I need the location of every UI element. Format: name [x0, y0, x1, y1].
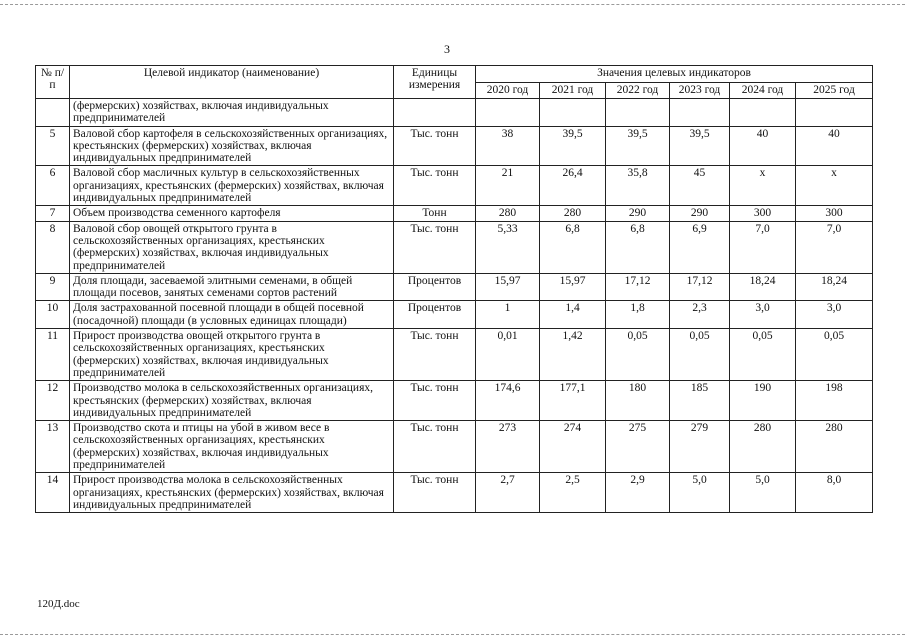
- row-number: 14: [36, 473, 70, 513]
- indicator-value: 7,0: [730, 221, 796, 273]
- indicator-name: Прирост производства молока в сельскохозяйственных организациях, крестьянских (фермерских) хозяйствах, включая индивидуальных предпринимателей: [70, 473, 394, 513]
- indicator-value: 190: [730, 381, 796, 421]
- indicator-value: 45: [670, 166, 730, 206]
- header-indicator-name: Целевой индикатор (наименование): [70, 66, 394, 99]
- indicator-value: 290: [670, 206, 730, 221]
- indicator-value: 39,5: [540, 126, 606, 166]
- indicator-name: Прирост производства овощей открытого грунта в сельскохозяйственных организациях, крестьянских (фермерских) хозяйствах, включая индивидуальных предпринимателей: [70, 329, 394, 381]
- indicator-value: 185: [670, 381, 730, 421]
- indicator-unit: Тыс. тонн: [394, 221, 476, 273]
- indicator-value: [796, 99, 873, 127]
- footer-filename: 120Д.doc: [37, 598, 80, 610]
- indicator-value: 177,1: [540, 381, 606, 421]
- header-year: 2025 год: [796, 82, 873, 99]
- indicator-value: 5,33: [476, 221, 540, 273]
- indicator-name: Валовой сбор масличных культур в сельскохозяйственных организациях, крестьянских (фермерских) хозяйствах, включая индивидуальных предпринимателей: [70, 166, 394, 206]
- indicator-value: 8,0: [796, 473, 873, 513]
- indicator-value: 17,12: [606, 273, 670, 301]
- indicator-value: 300: [796, 206, 873, 221]
- indicator-value: 280: [730, 421, 796, 473]
- indicator-value: 1,42: [540, 329, 606, 381]
- indicator-name: Валовой сбор картофеля в сельскохозяйственных организациях, крестьянских (фермерских) хозяйствах, включая индивидуальных предпринимателей: [70, 126, 394, 166]
- indicator-name: Производство скота и птицы на убой в живом весе в сельскохозяйственных организациях, крестьянских (фермерских) хозяйствах, включая индивидуальных предпринимателей: [70, 421, 394, 473]
- indicator-value: 280: [476, 206, 540, 221]
- indicator-value: [730, 99, 796, 127]
- indicator-value: 2,7: [476, 473, 540, 513]
- indicator-value: [670, 99, 730, 127]
- indicator-value: 2,5: [540, 473, 606, 513]
- indicator-unit: Тыс. тонн: [394, 381, 476, 421]
- indicator-value: 5,0: [670, 473, 730, 513]
- row-number: 12: [36, 381, 70, 421]
- indicator-value: 5,0: [730, 473, 796, 513]
- indicator-unit: [394, 99, 476, 127]
- indicator-value: 180: [606, 381, 670, 421]
- indicator-value: 275: [606, 421, 670, 473]
- indicator-value: 17,12: [670, 273, 730, 301]
- indicator-value: 274: [540, 421, 606, 473]
- row-number: 7: [36, 206, 70, 221]
- indicator-value: 26,4: [540, 166, 606, 206]
- header-row: [36, 66, 873, 83]
- indicator-value: 300: [730, 206, 796, 221]
- header-year: 2020 год: [476, 82, 540, 99]
- indicator-value: 280: [796, 421, 873, 473]
- row-number: 11: [36, 329, 70, 381]
- indicator-value: [540, 99, 606, 127]
- indicator-value: 0,01: [476, 329, 540, 381]
- row-number: 9: [36, 273, 70, 301]
- indicator-value: 198: [796, 381, 873, 421]
- indicator-unit: Тыс. тонн: [394, 166, 476, 206]
- indicator-unit: Процентов: [394, 273, 476, 301]
- row-number: 6: [36, 166, 70, 206]
- table-row: [36, 473, 873, 513]
- row-number: 8: [36, 221, 70, 273]
- indicator-value: х: [796, 166, 873, 206]
- indicator-value: 7,0: [796, 221, 873, 273]
- indicator-unit: Тыс. тонн: [394, 421, 476, 473]
- indicator-value: 2,3: [670, 301, 730, 329]
- indicator-name: Объем производства семенного картофеля: [70, 206, 394, 221]
- indicator-name: Доля застрахованной посевной площади в общей посевной (посадочной) площади (в условных единицах площади): [70, 301, 394, 329]
- row-number: 13: [36, 421, 70, 473]
- indicator-value: 6,8: [540, 221, 606, 273]
- indicator-value: 3,0: [730, 301, 796, 329]
- header-year: 2021 год: [540, 82, 606, 99]
- indicator-value: 3,0: [796, 301, 873, 329]
- indicator-value: 18,24: [730, 273, 796, 301]
- table-body: [36, 99, 873, 513]
- indicator-unit: Тыс. тонн: [394, 473, 476, 513]
- target-indicators-table: [35, 65, 873, 513]
- table-row: [36, 329, 873, 381]
- indicator-name: Доля площади, засеваемой элитными семенами, в общей площади посевов, занятых семенами сортов растений: [70, 273, 394, 301]
- indicator-value: 280: [540, 206, 606, 221]
- indicator-value: 15,97: [540, 273, 606, 301]
- table-row: [36, 273, 873, 301]
- table-row: [36, 166, 873, 206]
- table-row: [36, 421, 873, 473]
- row-number: [36, 99, 70, 127]
- table-row: [36, 221, 873, 273]
- table-row: [36, 99, 873, 127]
- table-row: [36, 381, 873, 421]
- scan-border-bottom: [0, 634, 905, 635]
- indicator-value: 273: [476, 421, 540, 473]
- indicator-value: 1: [476, 301, 540, 329]
- indicator-value: 6,8: [606, 221, 670, 273]
- indicator-unit: Тонн: [394, 206, 476, 221]
- indicator-unit: Тыс. тонн: [394, 126, 476, 166]
- table-row: [36, 206, 873, 221]
- indicator-value: 1,8: [606, 301, 670, 329]
- header-values-title: Значения целевых индикаторов: [476, 66, 873, 83]
- indicator-value: 1,4: [540, 301, 606, 329]
- indicator-value: 279: [670, 421, 730, 473]
- indicator-value: [476, 99, 540, 127]
- indicator-unit: Процентов: [394, 301, 476, 329]
- row-number: 5: [36, 126, 70, 166]
- row-number: 10: [36, 301, 70, 329]
- indicator-name: Производство молока в сельскохозяйственных организациях, крестьянских (фермерских) хозяйствах, включая индивидуальных предпринимателей: [70, 381, 394, 421]
- indicator-name: (фермерских) хозяйствах, включая индивидуальных предпринимателей: [70, 99, 394, 127]
- table-row: [36, 126, 873, 166]
- indicator-value: 0,05: [606, 329, 670, 381]
- indicator-value: 39,5: [606, 126, 670, 166]
- indicator-value: х: [730, 166, 796, 206]
- indicator-unit: Тыс. тонн: [394, 329, 476, 381]
- indicator-value: 6,9: [670, 221, 730, 273]
- table-row: [36, 301, 873, 329]
- header-unit: Единицы измерения: [394, 66, 476, 99]
- scan-border-top: [0, 4, 905, 5]
- indicator-value: 35,8: [606, 166, 670, 206]
- indicator-name: Валовой сбор овощей открытого грунта в сельскохозяйственных организациях, крестьянских (фермерских) хозяйствах, включая индивидуальных предпринимателей: [70, 221, 394, 273]
- page-number: 3: [444, 42, 450, 56]
- indicator-value: 290: [606, 206, 670, 221]
- indicator-value: 2,9: [606, 473, 670, 513]
- indicator-value: 40: [796, 126, 873, 166]
- indicator-value: 39,5: [670, 126, 730, 166]
- header-num: № п/п: [36, 66, 70, 99]
- indicator-value: 21: [476, 166, 540, 206]
- header-year: 2024 год: [730, 82, 796, 99]
- indicator-value: 0,05: [730, 329, 796, 381]
- header-year: 2022 год: [606, 82, 670, 99]
- header-year: 2023 год: [670, 82, 730, 99]
- indicator-value: 38: [476, 126, 540, 166]
- indicator-value: [606, 99, 670, 127]
- indicator-value: 15,97: [476, 273, 540, 301]
- indicator-value: 0,05: [670, 329, 730, 381]
- indicator-value: 18,24: [796, 273, 873, 301]
- indicator-value: 174,6: [476, 381, 540, 421]
- indicator-value: 40: [730, 126, 796, 166]
- indicator-value: 0,05: [796, 329, 873, 381]
